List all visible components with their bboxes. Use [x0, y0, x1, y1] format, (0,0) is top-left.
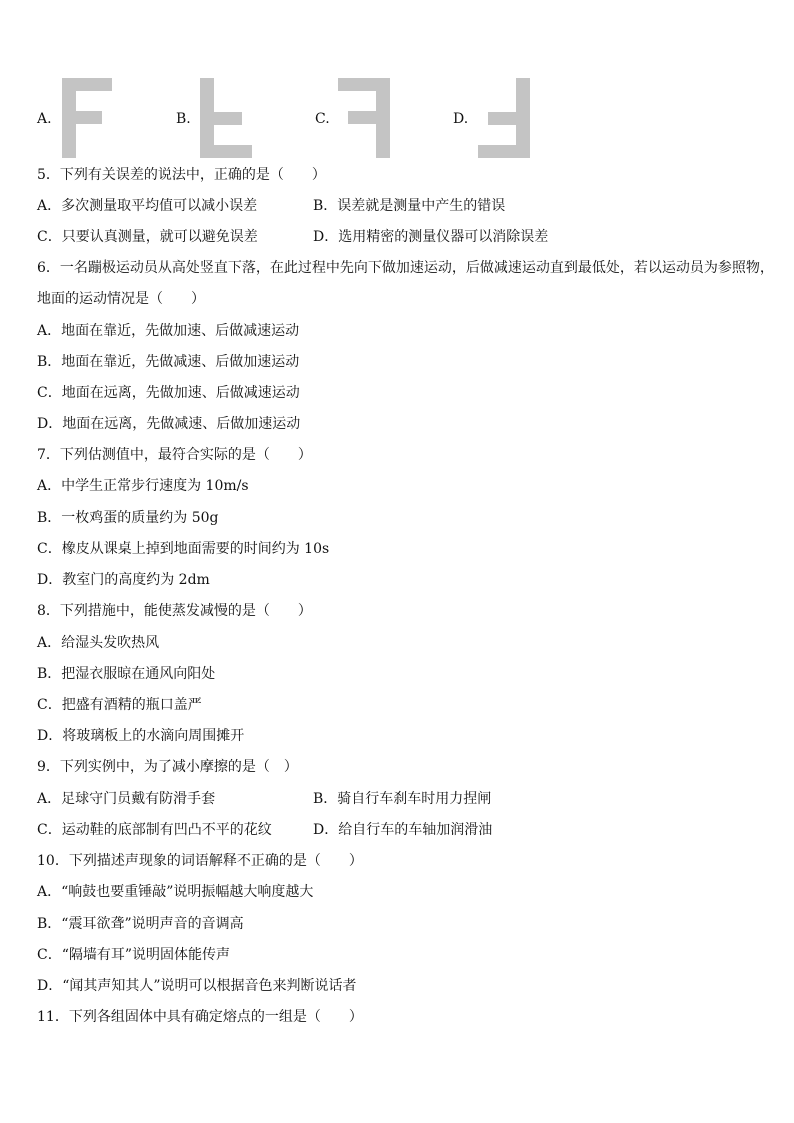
figure-option-d-label: D.: [453, 111, 469, 127]
question-10-stem: 10．下列描述声现象的词语解释不正确的是（ ）: [37, 853, 363, 869]
question-8-option-d: D．将玻璃板上的水滴向周围摊开: [37, 728, 245, 744]
question-5-option-c: C．只要认真测量，就可以避免误差: [37, 229, 258, 245]
figure-option-c-glyph: [338, 78, 390, 158]
question-7-option-a: A．中学生正常步行速度为 10m/s: [37, 478, 249, 494]
question-9-option-b: B．骑自行车刹车时用力捏闸: [313, 791, 492, 807]
question-5-option-a: A．多次测量取平均值可以减小误差: [37, 198, 258, 214]
question-8-option-b: B．把湿衣服晾在通风向阳处: [37, 666, 216, 682]
question-8-option-c: C．把盛有酒精的瓶口盖严: [37, 697, 202, 713]
question-6-stem-line1: 6．一名蹦极运动员从高处竖直下落，在此过程中先向下做加速运动，后做减速运动直到最低处，若以运动员为参照物，: [37, 260, 774, 276]
figure-option-c-label: C.: [315, 111, 330, 127]
question-10-option-d: D．“闻其声知其人”说明可以根据音色来判断说话者: [37, 978, 357, 994]
question-9-stem: 9．下列实例中，为了减小摩擦的是（ ）: [37, 759, 298, 775]
question-9-option-d: D．给自行车的车轴加润滑油: [313, 822, 493, 838]
question-8-stem: 8．下列措施中，能使蒸发减慢的是（ ）: [37, 603, 312, 619]
question-5-option-b: B．误差就是测量中产生的错误: [313, 198, 506, 214]
figure-option-a-label: A.: [37, 111, 52, 127]
question-7-option-b: B．一枚鸡蛋的质量约为 50g: [37, 510, 219, 526]
figure-option-b-glyph: [200, 78, 252, 158]
question-10-option-a: A．“响鼓也要重锤敲”说明振幅越大响度越大: [37, 884, 314, 900]
figure-option-a-glyph: [62, 78, 112, 158]
question-11-stem: 11．下列各组固体中具有确定熔点的一组是（ ）: [37, 1009, 363, 1025]
question-7-option-c: C．橡皮从课桌上掉到地面需要的时间约为 10s: [37, 541, 330, 557]
figure-option-b-label: B.: [176, 111, 191, 127]
question-10-option-c: C．“隔墙有耳”说明固体能传声: [37, 947, 231, 963]
question-8-option-a: A．给湿头发吹热风: [37, 635, 160, 651]
question-9-option-c: C．运动鞋的底部制有凹凸不平的花纹: [37, 822, 272, 838]
figure-option-d-glyph: [478, 78, 530, 158]
question-5-stem: 5．下列有关误差的说法中，正确的是（ ）: [37, 167, 326, 183]
question-6-option-d: D．地面在远离，先做减速、后做加速运动: [37, 416, 301, 432]
question-9-option-a: A．足球守门员戴有防滑手套: [37, 791, 216, 807]
question-6-stem-line2: 地面的运动情况是（ ）: [37, 291, 205, 307]
question-10-option-b: B．“震耳欲聋”说明声音的音调高: [37, 916, 244, 932]
question-5-option-d: D．选用精密的测量仪器可以消除误差: [313, 229, 549, 245]
question-6-option-c: C．地面在远离，先做加速、后做减速运动: [37, 385, 300, 401]
question-6-option-a: A．地面在靠近，先做加速、后做减速运动: [37, 323, 300, 339]
question-7-option-d: D．教室门的高度约为 2dm: [37, 572, 210, 588]
question-6-option-b: B．地面在靠近，先做减速、后做加速运动: [37, 354, 300, 370]
question-7-stem: 7．下列估测值中，最符合实际的是（ ）: [37, 447, 312, 463]
